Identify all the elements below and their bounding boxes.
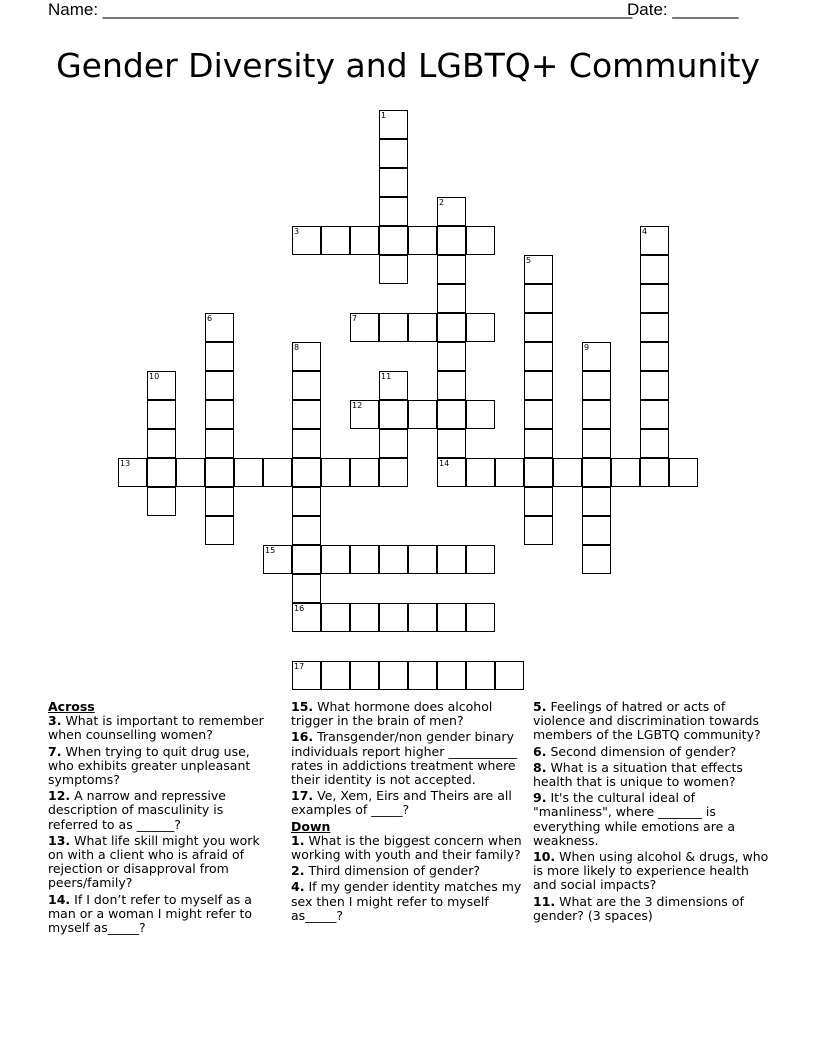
cell-number: 14 xyxy=(439,459,450,468)
cell-number: 5 xyxy=(526,256,532,265)
grid-cell[interactable] xyxy=(350,661,379,690)
grid-cell[interactable] xyxy=(321,458,350,487)
clue-number: 5. xyxy=(533,699,547,714)
clue-number: 6. xyxy=(533,743,547,759)
grid-cell[interactable] xyxy=(379,458,408,487)
clue-across-17 xyxy=(291,789,523,817)
across-heading: Across xyxy=(48,699,95,714)
clue-down-5 xyxy=(533,700,773,743)
grid-cell[interactable] xyxy=(350,226,379,255)
grid-cell[interactable] xyxy=(640,429,669,458)
clue-text: When using alcohol & drugs, who is more likely to experience health and social impacts? xyxy=(533,849,769,893)
grid-cell[interactable] xyxy=(582,429,611,458)
grid-cell[interactable] xyxy=(321,603,350,632)
grid-cell[interactable] xyxy=(437,603,466,632)
grid-cell[interactable] xyxy=(292,516,321,545)
grid-cell[interactable] xyxy=(524,342,553,371)
clue-down-6 xyxy=(533,745,773,759)
grid-cell[interactable] xyxy=(640,400,669,429)
clue-down-11 xyxy=(533,895,773,923)
clue-number: 7. xyxy=(48,743,62,759)
grid-cell[interactable] xyxy=(437,661,466,690)
clues-column-1 xyxy=(48,700,274,937)
clue-down-4 xyxy=(291,880,523,923)
cell-number: 11 xyxy=(381,372,392,381)
cell-number: 16 xyxy=(294,604,305,613)
grid-cell[interactable] xyxy=(292,371,321,400)
clue-down-8 xyxy=(533,761,773,789)
date-field-label: Date: _______ xyxy=(627,0,739,19)
grid-cell[interactable] xyxy=(379,371,408,400)
grid-cell[interactable] xyxy=(379,197,408,226)
grid-cell[interactable] xyxy=(640,226,669,255)
clue-text: Second dimension of gender? xyxy=(550,743,737,759)
cell-number: 4 xyxy=(642,227,648,236)
grid-cell[interactable] xyxy=(379,545,408,574)
clue-text: What life skill might you work on with a client who is afraid of rejection or disapproval from peers/family? xyxy=(48,832,260,891)
clue-number: 11. xyxy=(533,893,556,909)
grid-cell[interactable] xyxy=(408,661,437,690)
cell-number: 6 xyxy=(207,314,213,323)
clue-number: 15. xyxy=(291,699,314,714)
cell-number: 15 xyxy=(265,546,276,555)
grid-cell[interactable] xyxy=(205,487,234,516)
clue-across-12 xyxy=(48,789,274,832)
grid-cell[interactable] xyxy=(524,255,553,284)
grid-cell[interactable] xyxy=(350,545,379,574)
grid-cell[interactable] xyxy=(321,661,350,690)
grid-cell[interactable] xyxy=(234,458,263,487)
grid-cell[interactable] xyxy=(292,400,321,429)
grid-cell[interactable] xyxy=(437,226,466,255)
clue-number: 14. xyxy=(48,891,71,907)
cell-number: 13 xyxy=(120,459,131,468)
grid-cell[interactable] xyxy=(640,313,669,342)
grid-cell[interactable] xyxy=(379,168,408,197)
grid-cell[interactable] xyxy=(292,603,321,632)
clue-number: 17. xyxy=(291,788,314,804)
grid-cell[interactable] xyxy=(466,400,495,429)
grid-cell[interactable] xyxy=(205,342,234,371)
grid-cell[interactable] xyxy=(437,255,466,284)
grid-cell[interactable] xyxy=(321,226,350,255)
grid-cell[interactable] xyxy=(147,487,176,516)
clue-across-16 xyxy=(291,730,523,787)
grid-cell[interactable] xyxy=(437,371,466,400)
grid-cell[interactable] xyxy=(437,284,466,313)
clue-across-13 xyxy=(48,834,274,891)
grid-cell[interactable] xyxy=(437,545,466,574)
grid-cell[interactable] xyxy=(582,371,611,400)
grid-cell[interactable] xyxy=(524,371,553,400)
grid-cell[interactable] xyxy=(379,226,408,255)
clue-down-2 xyxy=(291,864,523,878)
grid-cell[interactable] xyxy=(147,429,176,458)
grid-cell[interactable] xyxy=(495,458,524,487)
cell-number: 8 xyxy=(294,343,300,352)
cell-number: 9 xyxy=(584,343,590,352)
cell-number: 3 xyxy=(294,227,300,236)
grid-cell[interactable] xyxy=(524,487,553,516)
grid-cell[interactable] xyxy=(524,284,553,313)
grid-cell[interactable] xyxy=(640,284,669,313)
grid-cell[interactable] xyxy=(147,371,176,400)
clue-number: 2. xyxy=(291,863,305,879)
clue-text: What are the 3 dimensions of gender? (3 spaces) xyxy=(533,893,744,923)
grid-cell[interactable] xyxy=(466,661,495,690)
grid-cell[interactable] xyxy=(379,139,408,168)
clue-down-1 xyxy=(291,834,523,862)
grid-cell[interactable] xyxy=(205,458,234,487)
clue-text: What is a situation that effects health that is unique to women? xyxy=(533,759,743,790)
grid-cell[interactable] xyxy=(379,429,408,458)
clue-text: A narrow and repressive description of masculinity is referred to as ______? xyxy=(48,788,226,832)
clue-number: 13. xyxy=(48,832,71,848)
grid-cell[interactable] xyxy=(582,516,611,545)
clue-number: 10. xyxy=(533,849,556,865)
grid-cell[interactable] xyxy=(408,603,437,632)
grid-cell[interactable] xyxy=(205,400,234,429)
grid-cell[interactable] xyxy=(437,458,466,487)
grid-cell[interactable] xyxy=(321,545,350,574)
grid-cell[interactable] xyxy=(640,371,669,400)
grid-cell[interactable] xyxy=(495,661,524,690)
grid-cell[interactable] xyxy=(147,458,176,487)
cell-number: 2 xyxy=(439,198,445,207)
grid-cell[interactable] xyxy=(466,458,495,487)
grid-cell[interactable] xyxy=(350,603,379,632)
grid-cell[interactable] xyxy=(466,226,495,255)
clue-text: Third dimension of gender? xyxy=(308,863,480,879)
grid-cell[interactable] xyxy=(553,458,582,487)
page-title: Gender Diversity and LGBTQ+ Community xyxy=(56,46,760,85)
grid-cell[interactable] xyxy=(292,342,321,371)
grid-cell[interactable] xyxy=(292,545,321,574)
clues-column-2 xyxy=(291,700,523,925)
grid-cell[interactable] xyxy=(582,458,611,487)
clue-number: 8. xyxy=(533,759,547,775)
clue-across-15 xyxy=(291,700,523,728)
grid-cell[interactable] xyxy=(408,545,437,574)
grid-cell[interactable] xyxy=(205,429,234,458)
grid-cell[interactable] xyxy=(379,400,408,429)
grid-cell[interactable] xyxy=(408,313,437,342)
grid-cell[interactable] xyxy=(350,313,379,342)
clues-column-3 xyxy=(533,700,773,925)
grid-cell[interactable] xyxy=(176,458,205,487)
grid-cell[interactable] xyxy=(292,226,321,255)
grid-cell[interactable] xyxy=(292,429,321,458)
grid-cell[interactable] xyxy=(524,313,553,342)
clue-across-14 xyxy=(48,893,274,936)
clue-text: Feelings of hatred or acts of violence and discrimination towards members of the LGBTQ community? xyxy=(533,699,761,743)
grid-cell[interactable] xyxy=(437,342,466,371)
grid-cell[interactable] xyxy=(379,313,408,342)
clue-number: 4. xyxy=(291,879,305,895)
clue-text: What hormone does alcohol trigger in the brain of men? xyxy=(291,699,493,729)
grid-cell[interactable] xyxy=(292,458,321,487)
grid-cell[interactable] xyxy=(437,313,466,342)
name-field-label: Name: ________________________________________________________ xyxy=(48,0,633,19)
cell-number: 12 xyxy=(352,401,363,410)
clue-number: 16. xyxy=(291,729,314,745)
grid-cell[interactable] xyxy=(205,313,234,342)
clue-text: What is the biggest concern when working with youth and their family? xyxy=(291,832,522,863)
grid-cell[interactable] xyxy=(611,458,640,487)
clue-number: 12. xyxy=(48,788,71,804)
clue-number: 1. xyxy=(291,832,305,848)
grid-cell[interactable] xyxy=(582,545,611,574)
cell-number: 7 xyxy=(352,314,358,323)
grid-cell[interactable] xyxy=(263,545,292,574)
grid-cell[interactable] xyxy=(437,400,466,429)
cell-number: 1 xyxy=(381,111,387,120)
clue-text: What is important to remember when counselling women? xyxy=(48,713,264,743)
grid-cell[interactable] xyxy=(350,400,379,429)
grid-cell[interactable] xyxy=(350,458,379,487)
grid-cell[interactable] xyxy=(640,342,669,371)
cell-number: 17 xyxy=(294,662,305,671)
clue-down-9 xyxy=(533,791,773,848)
grid-cell[interactable] xyxy=(292,574,321,603)
grid-cell[interactable] xyxy=(524,429,553,458)
grid-cell[interactable] xyxy=(379,110,408,139)
grid-cell[interactable] xyxy=(466,545,495,574)
clue-number: 9. xyxy=(533,790,547,806)
clue-text: It's the cultural ideal of "manliness", where _______ is everything while emotions are a weakness. xyxy=(533,790,735,848)
clue-text: Transgender/non gender binary individuals report higher ___________ rates in addictions treatment where their identity is not accepted. xyxy=(291,729,518,788)
grid-cell[interactable] xyxy=(379,661,408,690)
grid-cell[interactable] xyxy=(379,603,408,632)
clue-text: If I don’t refer to myself as a man or a woman I might refer to myself as_____? xyxy=(48,891,253,936)
grid-cell[interactable] xyxy=(118,458,147,487)
grid-cell[interactable] xyxy=(640,458,669,487)
cell-number: 10 xyxy=(149,372,160,381)
grid-cell[interactable] xyxy=(524,400,553,429)
grid-cell[interactable] xyxy=(292,487,321,516)
grid-cell[interactable] xyxy=(437,197,466,226)
grid-cell[interactable] xyxy=(524,458,553,487)
clue-text: Ve, Xem, Eirs and Theirs are all examples of _____? xyxy=(291,788,512,818)
grid-cell[interactable] xyxy=(379,255,408,284)
grid-cell[interactable] xyxy=(466,313,495,342)
clue-text: If my gender identity matches my sex then I might refer to myself as_____? xyxy=(291,879,522,923)
grid-cell[interactable] xyxy=(640,255,669,284)
clue-text: When trying to quit drug use, who exhibits greater unpleasant symptoms? xyxy=(48,743,251,788)
grid-cell[interactable] xyxy=(408,400,437,429)
grid-cell[interactable] xyxy=(147,400,176,429)
grid-cell[interactable] xyxy=(205,516,234,545)
clue-number: 3. xyxy=(48,713,62,729)
clue-across-7 xyxy=(48,745,274,788)
grid-cell[interactable] xyxy=(582,487,611,516)
grid-cell[interactable] xyxy=(437,429,466,458)
grid-cell[interactable] xyxy=(205,371,234,400)
grid-cell[interactable] xyxy=(524,516,553,545)
grid-cell[interactable] xyxy=(466,603,495,632)
grid-cell[interactable] xyxy=(408,226,437,255)
clue-down-10 xyxy=(533,850,773,893)
grid-cell[interactable] xyxy=(263,458,292,487)
clue-across-3 xyxy=(48,714,274,742)
down-heading: Down xyxy=(291,818,331,834)
grid-cell[interactable] xyxy=(292,661,321,690)
grid-cell[interactable] xyxy=(582,342,611,371)
grid-cell[interactable] xyxy=(669,458,698,487)
grid-cell[interactable] xyxy=(582,400,611,429)
